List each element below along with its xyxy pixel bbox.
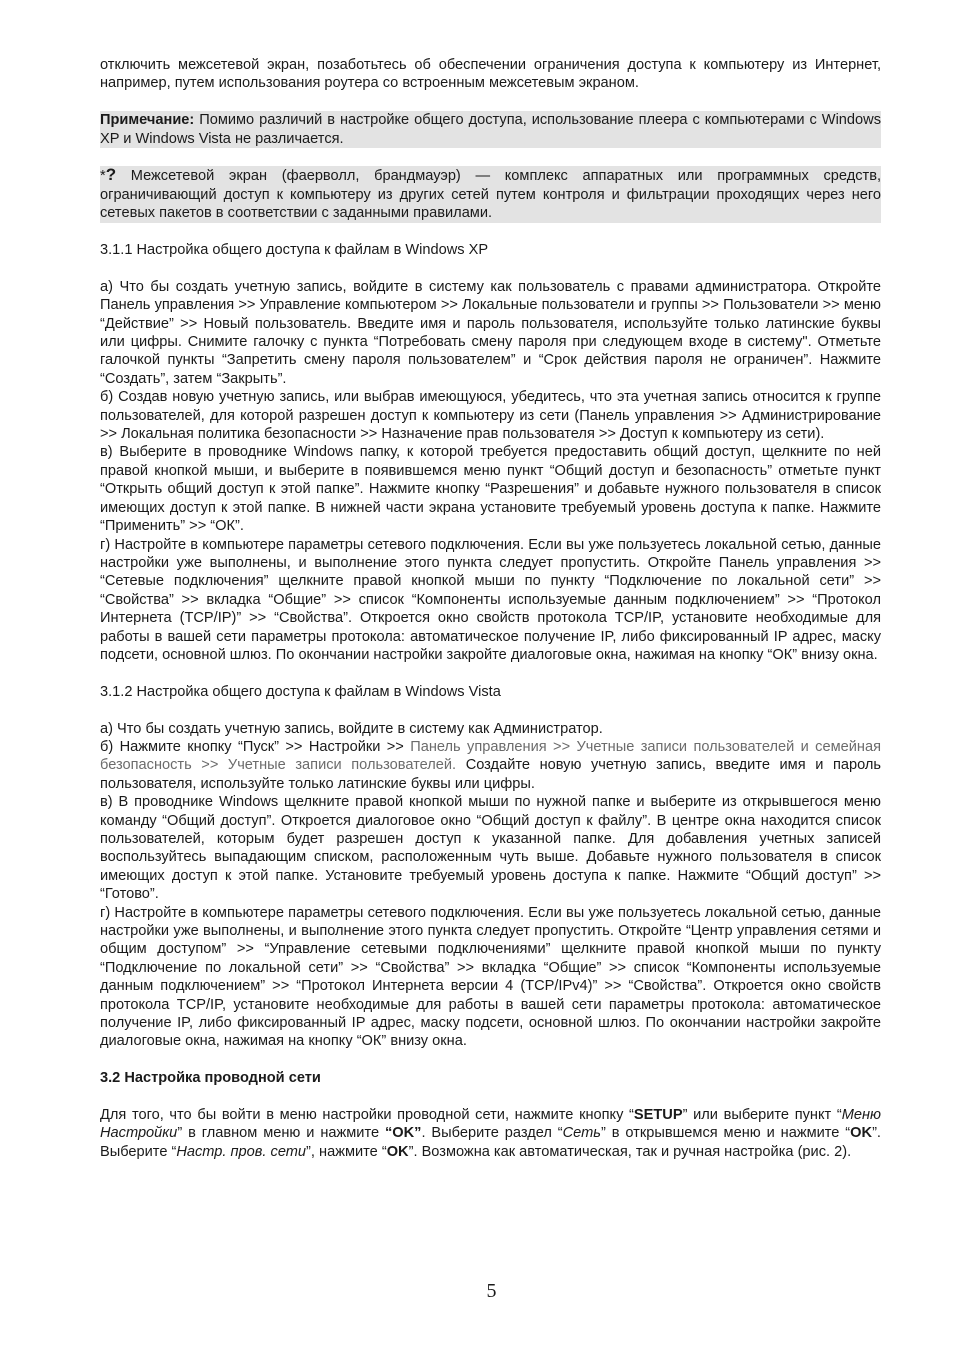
page-number: 5 [486,1280,497,1302]
ok-key-1: “OK” [384,1125,422,1142]
xp-step-a: а) Что бы создать учетную запись, войдите в систему как пользователь с правами администратора. Откройте Панель управления >> Управление компьютером >> Локальные пользователи и группы >> Пользователи >> меню “Действие” >> Новый пользователь. Введите имя и пароль пользователя, используйте только латинские буквы или цифры. Снимите галочку с пункта “Потребовать смену пароля при следующем входе в систему". Отметьте галочкой пункты “Запретить смену пароля пользователем” и “Срок действия пароля не ограничен”. Нажмите “Создать”, затем “Закрыть”. [100,278,881,387]
vista-step-b-path: Панель управления >> Учетные записи пользователей и семейная безопасность >> Учетные записи пользователей. [100,738,881,774]
question-icon: ? [105,165,117,185]
ok-key-2: OK [850,1125,873,1142]
wired-heading-text: 3.2 Настройка проводной сети [100,1070,321,1087]
vista-step-b-start: б) Нажмите кнопку “Пуск” >> Настройки >> [100,738,411,755]
wired-text-4: . Выберите раздел “ [421,1125,563,1142]
xp-step-d: г) Настройте в компьютере параметры сетевого подключения. Если вы уже пользуетесь локальной сетью, данные настройки уже выполнены, и выполнение этого пункта следует пропустить. Откройте Панель управления >> “Сетевые подключения” щелкните правой кнопкой мыши по пункту “Подключение по локальной сети” >> “Свойства” >> вкладка “Общие” >> список “Компоненты используемые данным подключением” >> “Протокол Интернета (TCP/IP)” >> “Свойства”. Откроется окно свойств протокола TCP/IP, установите необходимые для работы в вашей сети параметры протокола: автоматическое получение IP, либо фиксированный IP адрес, маску подсети, основной шлюз. По окончании настройки закройте диалоговые окна, нажимая на кнопку “ОК” внизу окна. [100,536,881,663]
document-page [100,56,881,1161]
section-heading-xp: 3.1.1 Настройка общего доступа к файлам в Windows XP [100,242,489,259]
wired-text-5: ” в открывшемся меню и нажмите “ [600,1125,851,1142]
footnote-text: Межсетевой экран (фаерволл, брандмауэр) — комплекс аппаратных или программных средств, ограничивающий доступ к компьютеру из других сетей путем контроля и фильтрации проходящих через него сетевых пакетов в соответствии с заданными правилами. [100,168,881,222]
menu-settings-label: Меню Настройки [100,1107,881,1142]
wired-text-8: ”. Возможна как автоматическая, так и ручная настройка (рис. 2). [408,1143,852,1160]
wired-text-2: ” или выберите пункт “ [682,1107,842,1124]
vista-step-b [100,738,881,793]
footnote-block [100,166,881,222]
wired-settings-label: Настр. пров. сети [176,1143,307,1160]
note-label: Примечание: [100,112,195,129]
vista-step-a: а) Что бы создать учетную запись, войдите в систему как Администратор. [100,720,603,737]
wired-text-6: ”. Выберите “ [100,1125,881,1160]
note-text: Помимо различий в настройке общего доступа, использование плеера с компьютерами с Windows XP и Windows Vista не различается. [100,112,881,147]
wired-paragraph [100,1106,881,1161]
setup-key: SETUP [633,1107,683,1124]
ok-key-3: OK [386,1143,409,1160]
xp-step-c: в) Выберите в проводнике Windows папку, к которой требуется предоставить общий доступ, щелкните по ней правой кнопкой мыши, и выберите в появившемся меню пункт “Общий доступ и безопасность” отметьте пункт “Открыть общий доступ к этой папке”. Нажмите кнопку “Разрешения” и добавьте нужного пользователя в список имеющих доступ к этой папке. В нижней части экрана установите требуемый уровень доступа к папке. Нажмите “Применить” >> “ОК”. [100,444,881,535]
intro-paragraph: отключить межсетевой экран, позаботьтесь об обеспечении ограничения доступа к компьютеру из Интернет, например, путем использования роутера со встроенным межсетевым экраном. [100,57,881,92]
vista-step-c: в) В проводнике Windows щелкните правой кнопкой мыши по нужной папке и выберите из открывшегося меню команду “Общий доступ”. Откроется диалоговое окно “Общий доступ к файлу”. В центре окна находится список пользователей, которым будет разрешен доступ к указанной папке. Для добавления учетных записей воспользуйтесь выпадающим списком, расположенным чуть выше. Добавьте нужного пользователя в список имеющих доступ к этой папке. Установите требуемый уровень доступа к папке. Нажмите “Общий доступ” >> “Готово”. [100,794,881,903]
wired-text-3: ” в главном меню и нажмите [177,1125,385,1142]
xp-step-b: б) Создав новую учетную запись, или выбрав имеющуюся, убедитесь, что эта учетная запись относится к группе пользователей, для которой разрешен доступ к компьютеру из сети (Панель управления >> Администрирование >> Локальная политика безопасности >> Назначение прав пользователя >> Доступ к компьютеру из сети). [100,389,881,443]
note-block [100,111,881,148]
wired-text-1: Для того, что бы войти в меню настройки проводной сети, нажмите кнопку “ [100,1107,634,1124]
wired-text-7: ”, нажмите “ [306,1143,387,1160]
section-heading-vista: 3.1.2 Настройка общего доступа к файлам в Windows Vista [100,683,501,700]
vista-step-b-end: Создайте новую учетную запись, введите имя и пароль пользователя, используйте только латинские буквы или цифры. [100,757,881,792]
section-heading-wired [100,1069,881,1087]
network-section-label: Сеть [562,1125,601,1142]
footnote-star: * [100,168,106,185]
vista-step-d: г) Настройте в компьютере параметры сетевого подключения. Если вы уже пользуетесь локальной сетью, данные настройки уже выполнены, и выполнение этого пункта следует пропустить. Откройте “Центр управления сетями и общим доступом” >> “Управление сетевыми подключениями” щелкните правой кнопкой мыши по пункту “Подключение по локальной сети” >> “Свойства” >> вкладка “Общие” >> список “Компоненты используемые данным подключением” >> “Протокол Интернета версии 4 (TCP/IPv4)” >> “Свойства”. Откроется окно свойств протокола TCP/IP, установите необходимые для работы в вашей сети параметры протокола: автоматическое получение IP, либо фиксированный IP адрес, маску подсети, основной шлюз. По окончании настройки закройте диалоговые окна, нажимая на кнопку “ОК” внизу окна. [100,904,881,1050]
